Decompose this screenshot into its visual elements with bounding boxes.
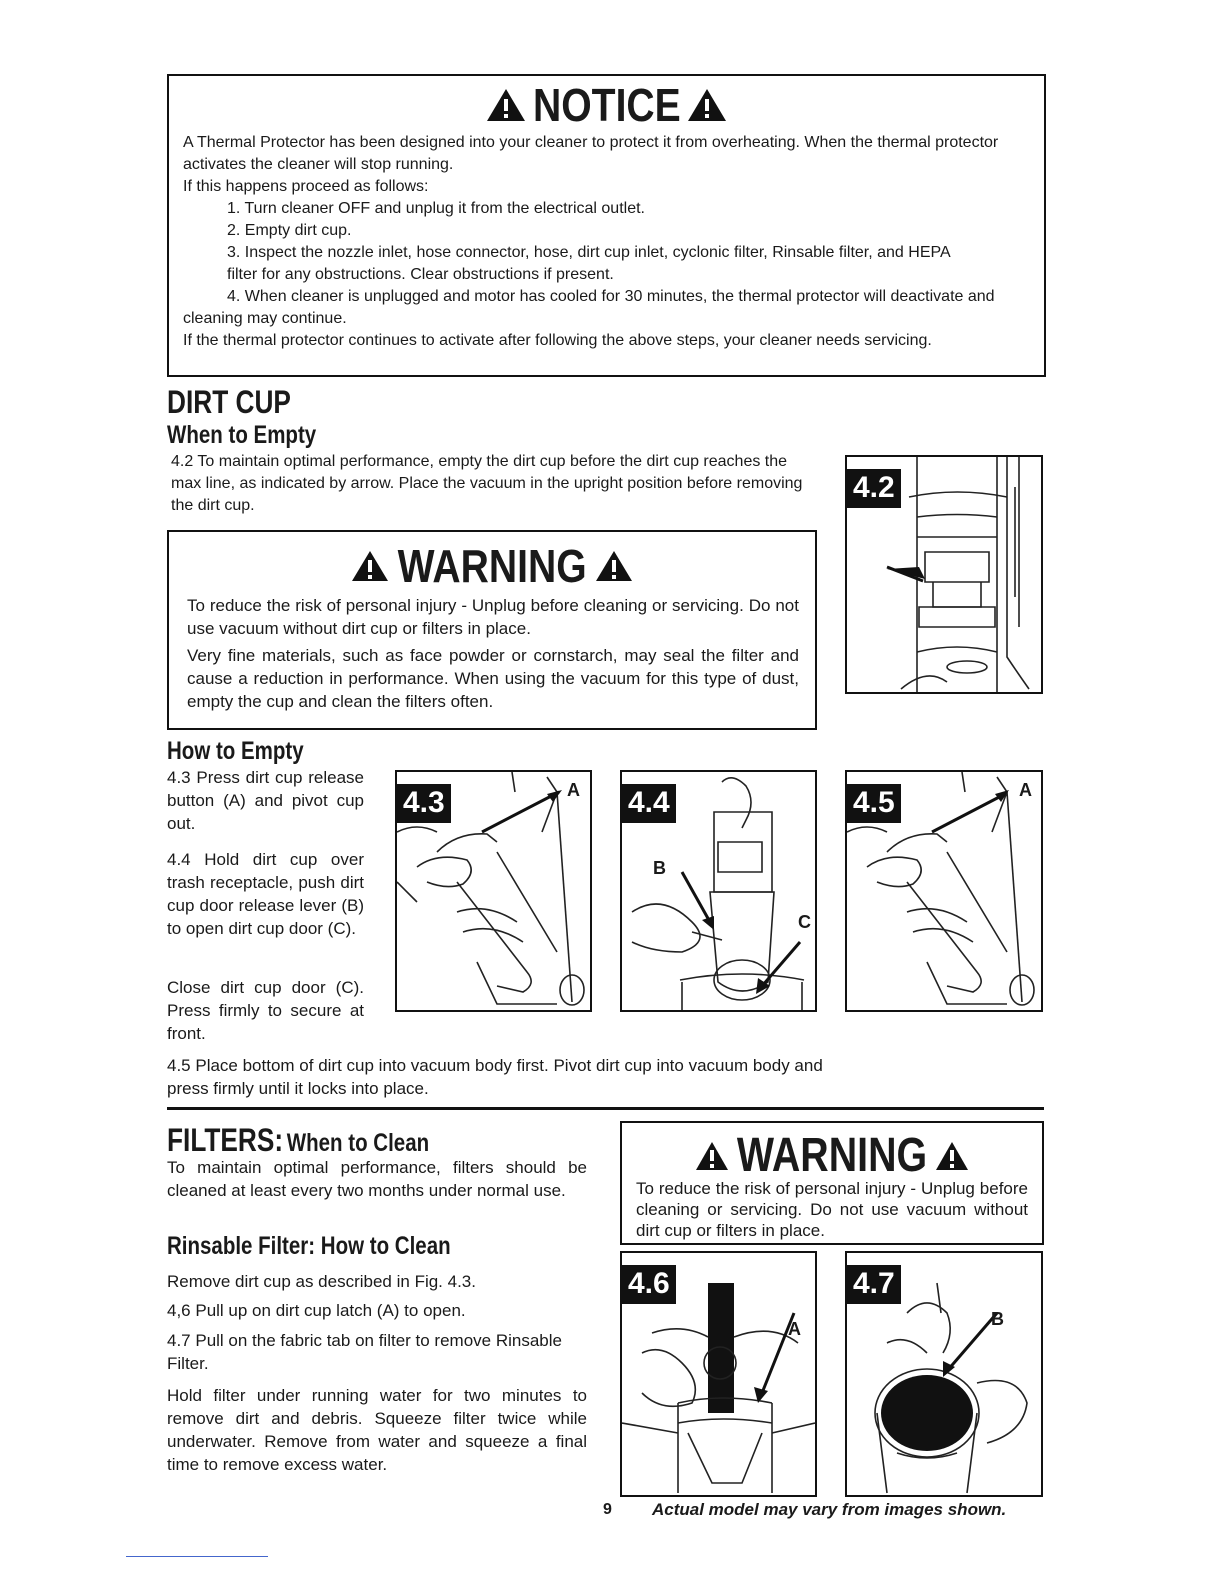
warning-triangle-icon	[594, 549, 634, 583]
notice-step-4: 4. When cleaner is unplugged and motor has cooled for 30 minutes, the thermal protector will deactivate and cleaning may continue.	[183, 288, 995, 327]
notice-title: NOTICE	[532, 79, 681, 131]
notice-box	[167, 74, 1046, 377]
dirt-cup-warning-p2: Very fine materials, such as face powder or cornstarch, may seal the filter and cause a reduction in performance. When using the vacuum for this type of dust, empty the cup and clean the filters often.	[187, 646, 799, 711]
filters-remove-text: Remove dirt cup as described in Fig. 4.3.	[167, 1272, 476, 1291]
dirt-cup-warning-title: WARNING	[397, 540, 587, 592]
figure-4-7-label: 4.7	[847, 1265, 901, 1304]
figure-4-3-label: 4.3	[397, 784, 451, 823]
figure-4-2	[845, 455, 1043, 694]
filters-warning-text: To reduce the risk of personal injury - Unplug before cleaning or servicing. Do not use vacuum without dirt cup or filters in place.	[636, 1179, 1028, 1240]
figure-4-2-label: 4.2	[847, 469, 901, 508]
dirt-cup-heading: DIRT CUP	[167, 384, 291, 420]
figure-4-5	[845, 770, 1043, 1012]
filters-warning-title: WARNING	[736, 1129, 928, 1182]
figure-4-3	[395, 770, 592, 1012]
figure-4-5-label: 4.5	[847, 784, 901, 823]
callout-b: B	[991, 1309, 1004, 1329]
callout-c: C	[798, 912, 811, 932]
notice-step-3: 3. Inspect the nozzle inlet, hose connector, hose, dirt cup inlet, cyclonic filter, Rinsable filter, and HEPA filter for any obstructions. Clear obstructions if present.	[227, 244, 950, 283]
bottom-rule	[126, 1556, 268, 1557]
step-4-4-text: 4.4 Hold dirt cup over trash receptacle, push dirt cup door release lever (B) to open dirt cup door (C).	[167, 850, 364, 938]
dirt-cup-warning-p1: To reduce the risk of personal injury - Unplug before cleaning or servicing. Do not use vacuum without dirt cup or filters in place.	[187, 596, 799, 638]
step-4-5-text: 4.5 Place bottom of dirt cup into vacuum body first. Pivot dirt cup into vacuum body and press firmly until it locks into place.	[167, 1056, 823, 1098]
filters-heading-sub: When to Clean	[286, 1129, 430, 1157]
filters-intro: To maintain optimal performance, filters should be cleaned at least every two months under normal use.	[167, 1158, 587, 1200]
notice-step-1: 1. Turn cleaner OFF and unplug it from the electrical outlet.	[227, 200, 645, 217]
figure-4-4-label: 4.4	[622, 784, 676, 823]
warning-triangle-icon	[934, 1140, 970, 1172]
warning-triangle-icon	[686, 87, 728, 123]
step-4-6-text: 4,6 Pull up on dirt cup latch (A) to open.	[167, 1301, 466, 1320]
figure-4-6	[620, 1251, 817, 1497]
warning-triangle-icon	[694, 1140, 730, 1172]
when-to-empty-heading: When to Empty	[167, 421, 317, 449]
filters-heading-main: FILTERS:	[167, 1122, 284, 1158]
figure-4-7	[845, 1251, 1043, 1497]
close-dirt-cup-text: Close dirt cup door (C). Press firmly to secure at front.	[167, 978, 364, 1043]
page-number: 9	[603, 1501, 612, 1518]
callout-a: A	[788, 1319, 801, 1339]
notice-proceed: If this happens proceed as follows:	[183, 178, 429, 195]
notice-intro: A Thermal Protector has been designed into your cleaner to protect it from overheating. When the thermal protector activates the cleaner will stop running.	[183, 134, 999, 173]
notice-step-2: 2. Empty dirt cup.	[227, 222, 352, 239]
when-to-empty-text: 4.2 To maintain optimal performance, empty the dirt cup before the dirt cup reaches the max line, as indicated by arrow. Place the vacuum in the upright position before removing the dirt cup.	[171, 453, 803, 514]
figure-4-4	[620, 770, 817, 1012]
how-to-empty-heading: How to Empty	[167, 737, 304, 765]
callout-b: B	[653, 858, 666, 878]
figure-4-6-label: 4.6	[622, 1265, 676, 1304]
footer-note: Actual model may vary from images shown.	[652, 1500, 1007, 1519]
step-4-3-text: 4.3 Press dirt cup release button (A) and pivot cup out.	[167, 768, 364, 833]
filters-warning-box	[620, 1121, 1044, 1245]
notice-title-row	[169, 80, 1044, 130]
warning-triangle-icon	[350, 549, 390, 583]
callout-a: A	[567, 780, 580, 800]
callout-a: A	[1019, 780, 1032, 800]
filters-hold-text: Hold filter under running water for two minutes to remove dirt and debris. Squeeze filter twice while underwater. Remove from water and squeeze a final time to remove excess water.	[167, 1386, 587, 1474]
notice-closing: If the thermal protector continues to activate after following the above steps, your cleaner needs servicing.	[183, 332, 932, 349]
warning-triangle-icon	[485, 87, 527, 123]
rinsable-filter-heading: Rinsable Filter: How to Clean	[167, 1232, 451, 1260]
step-4-7-text: 4.7 Pull on the fabric tab on filter to remove Rinsable Filter.	[167, 1331, 562, 1373]
dirt-cup-warning-box	[167, 530, 817, 730]
section-divider	[167, 1107, 1044, 1110]
